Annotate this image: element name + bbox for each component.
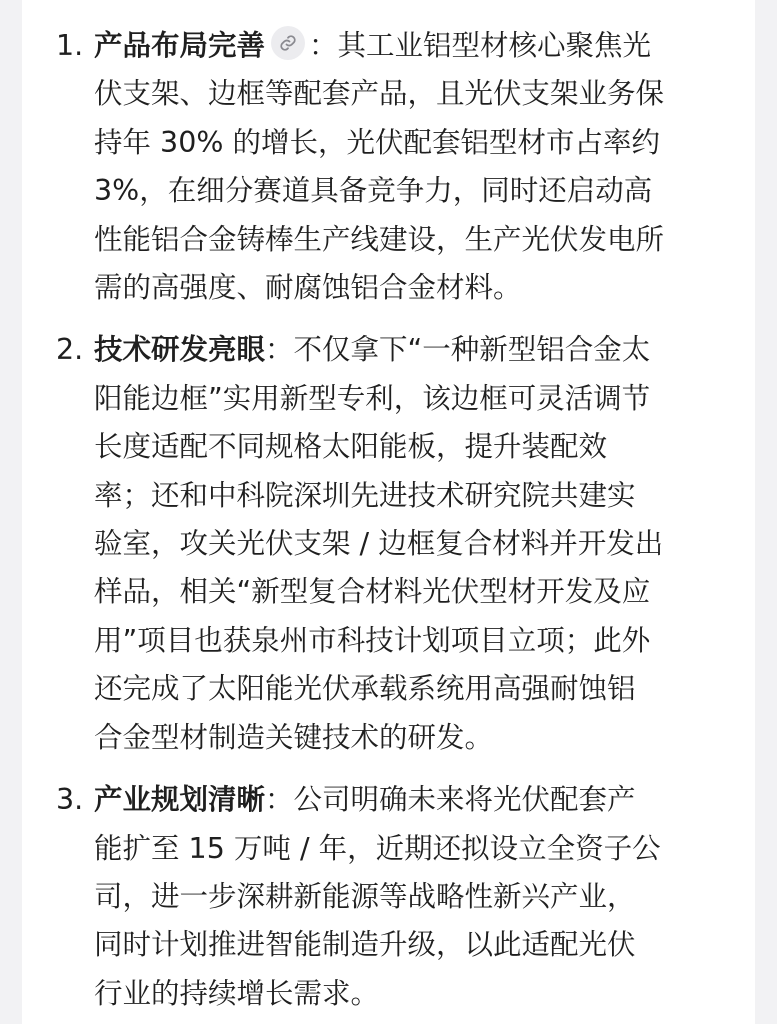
list-item: [56, 22, 736, 312]
item-text-line: 3%，在细分赛道具备竞争力，同时还启动高: [94, 174, 653, 208]
item-text-line: 样品，相关“新型复合材料光伏型材开发及应: [94, 575, 651, 609]
item-text-line: 能扩至 15 万吨 / 年，近期还拟设立全资子公: [94, 831, 661, 865]
item-text-line: 需的高强度、耐腐蚀铝合金材料。: [94, 271, 522, 305]
item-text: ：不仅拿下“一种新型铝合金太: [265, 333, 651, 367]
numbered-list: [56, 22, 736, 1018]
right-margin: [755, 0, 777, 1024]
list-item: [56, 776, 736, 1018]
item-text: ：其工业铝型材核心聚焦光: [309, 29, 652, 62]
item-text-line: 还完成了太阳能光伏承载系统用高强耐蚀铝: [94, 672, 636, 706]
item-text-line: 长度适配不同规格太阳能板，提升装配效: [94, 430, 608, 464]
item-text-line: 用”项目也获泉州市科技计划项目立项；此外: [94, 623, 651, 657]
item-text-line: 司，进一步深耕新能源等战略性新兴产业，: [94, 879, 636, 913]
item-text-line: 验室，攻关光伏支架 / 边框复合材料并开发出: [94, 527, 664, 561]
item-text: ：公司明确未来将光伏配套产: [265, 783, 636, 817]
list-number: 2.: [56, 333, 84, 367]
item-title: 产业规划清晰: [94, 783, 266, 817]
item-title: 技术研发亮眼: [94, 333, 266, 367]
list-item: [56, 326, 736, 762]
item-text-line: 合金型材制造关键技术的研发。: [94, 720, 494, 754]
list-number: 3.: [56, 783, 84, 817]
list-number: 1.: [56, 29, 84, 62]
list-first-line: [94, 776, 736, 824]
item-text-line: 率；还和中科院深圳先进技术研究院共建实: [94, 478, 636, 512]
left-margin: [0, 0, 22, 1024]
item-text-line: 行业的持续增长需求。: [94, 976, 380, 1010]
item-text-line: 持年 30% 的增长，光伏配套铝型材市占率约: [94, 125, 660, 159]
article-body: [56, 22, 736, 1024]
item-text-line: 同时计划推进智能制造升级，以此适配光伏: [94, 928, 636, 962]
item-text-line: 性能铝合金铸棒生产线建设，生产光伏发电所: [94, 222, 665, 256]
list-first-line: [94, 22, 736, 70]
item-text-line: 伏支架、边框等配套产品，且光伏支架业务保: [94, 77, 665, 111]
link-icon[interactable]: [271, 26, 305, 60]
item-title: 产品布局完善: [94, 29, 266, 62]
item-text-line: 阳能边框”实用新型专利，该边框可灵活调节: [94, 381, 651, 415]
list-first-line: [94, 326, 736, 374]
